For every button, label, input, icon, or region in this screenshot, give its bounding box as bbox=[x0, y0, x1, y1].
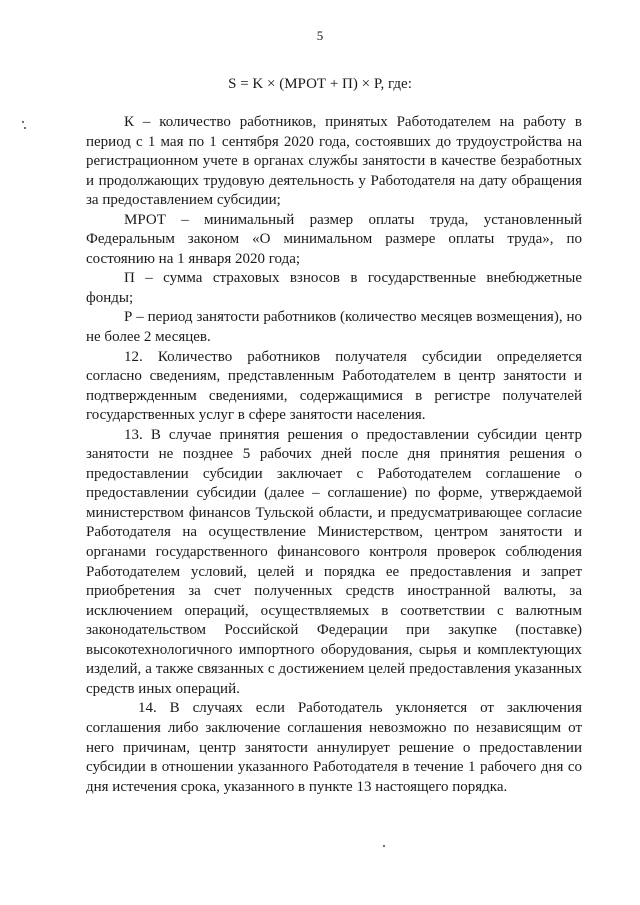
document-body bbox=[86, 113, 582, 797]
scan-speck bbox=[383, 845, 385, 847]
scan-speck bbox=[22, 121, 24, 123]
paragraph-k-definition: К – количество работников, принятых Работодателем на работу в период с 1 мая по 1 сентября 2020 года, состоявших до трудоустройства на регистрационном учете в органах службы занятости в качестве безработных и продолжающих трудовую деятельность у Работодателя на дату обращения за предоставлением субсидии; bbox=[86, 114, 582, 209]
page-number: 5 bbox=[316, 28, 324, 43]
formula: S = K × (МРОТ + П) × P, где: bbox=[228, 76, 412, 92]
paragraph-12: 12. Количество работников получателя субсидии определяется согласно сведениям, представленным Работодателем в центр занятости и подтвержденным сведениями, содержащимися в регистре получателей государственных услуг в сфере занятости населения. bbox=[86, 348, 582, 424]
paragraph-14: 14. В случаях если Работодатель уклоняется от заключения соглашения либо заключение соглашения невозможно по независящим от него причинам, центр занятости аннулирует решение о предоставлении субсидии в отношении указанного Работодателя в течение 1 рабочего дня со дня истечения срока, указанного в пункте 13 настоящего порядка. bbox=[86, 700, 582, 795]
scan-speck bbox=[24, 127, 26, 129]
paragraph-13: 13. В случае принятия решения о предоставлении субсидии центр занятости не позднее 5 рабочих дней после дня принятия решения о предоставлении субсидии заключает с Работодателем соглашение о предоставлении субсидии (далее – соглашение) по форме, утверждаемой министерством финансов Тульской области, и предусматривающее согласие Работодателя на осуществление Министерством, центром занятости и органами государственного финансового контроля проверок соблюдения Работодателем условий, целей и порядка ее предоставления и запрет приобретения за счет полученных средств иностранной валюты, за исключением операций, осуществляемых в соответствии с валютным законодательством Российской Федерации при закупке (поставке) высокотехнологичного импортного оборудования, сырья и комплектующих изделий, а также связанных с достижением целей предоставления указанных средств иных операций. bbox=[86, 426, 582, 697]
paragraph-r-definition: Р – период занятости работников (количество месяцев возмещения), но не более 2 месяцев. bbox=[86, 309, 582, 346]
paragraph-p-definition: П – сумма страховых взносов в государственные внебюджетные фонды; bbox=[86, 270, 582, 306]
paragraph-mrot-definition: МРОТ – минимальный размер оплаты труда, установленный Федеральным законом «О минимальном размере оплаты труда», по состоянию на 1 января 2020 года; bbox=[86, 211, 582, 267]
